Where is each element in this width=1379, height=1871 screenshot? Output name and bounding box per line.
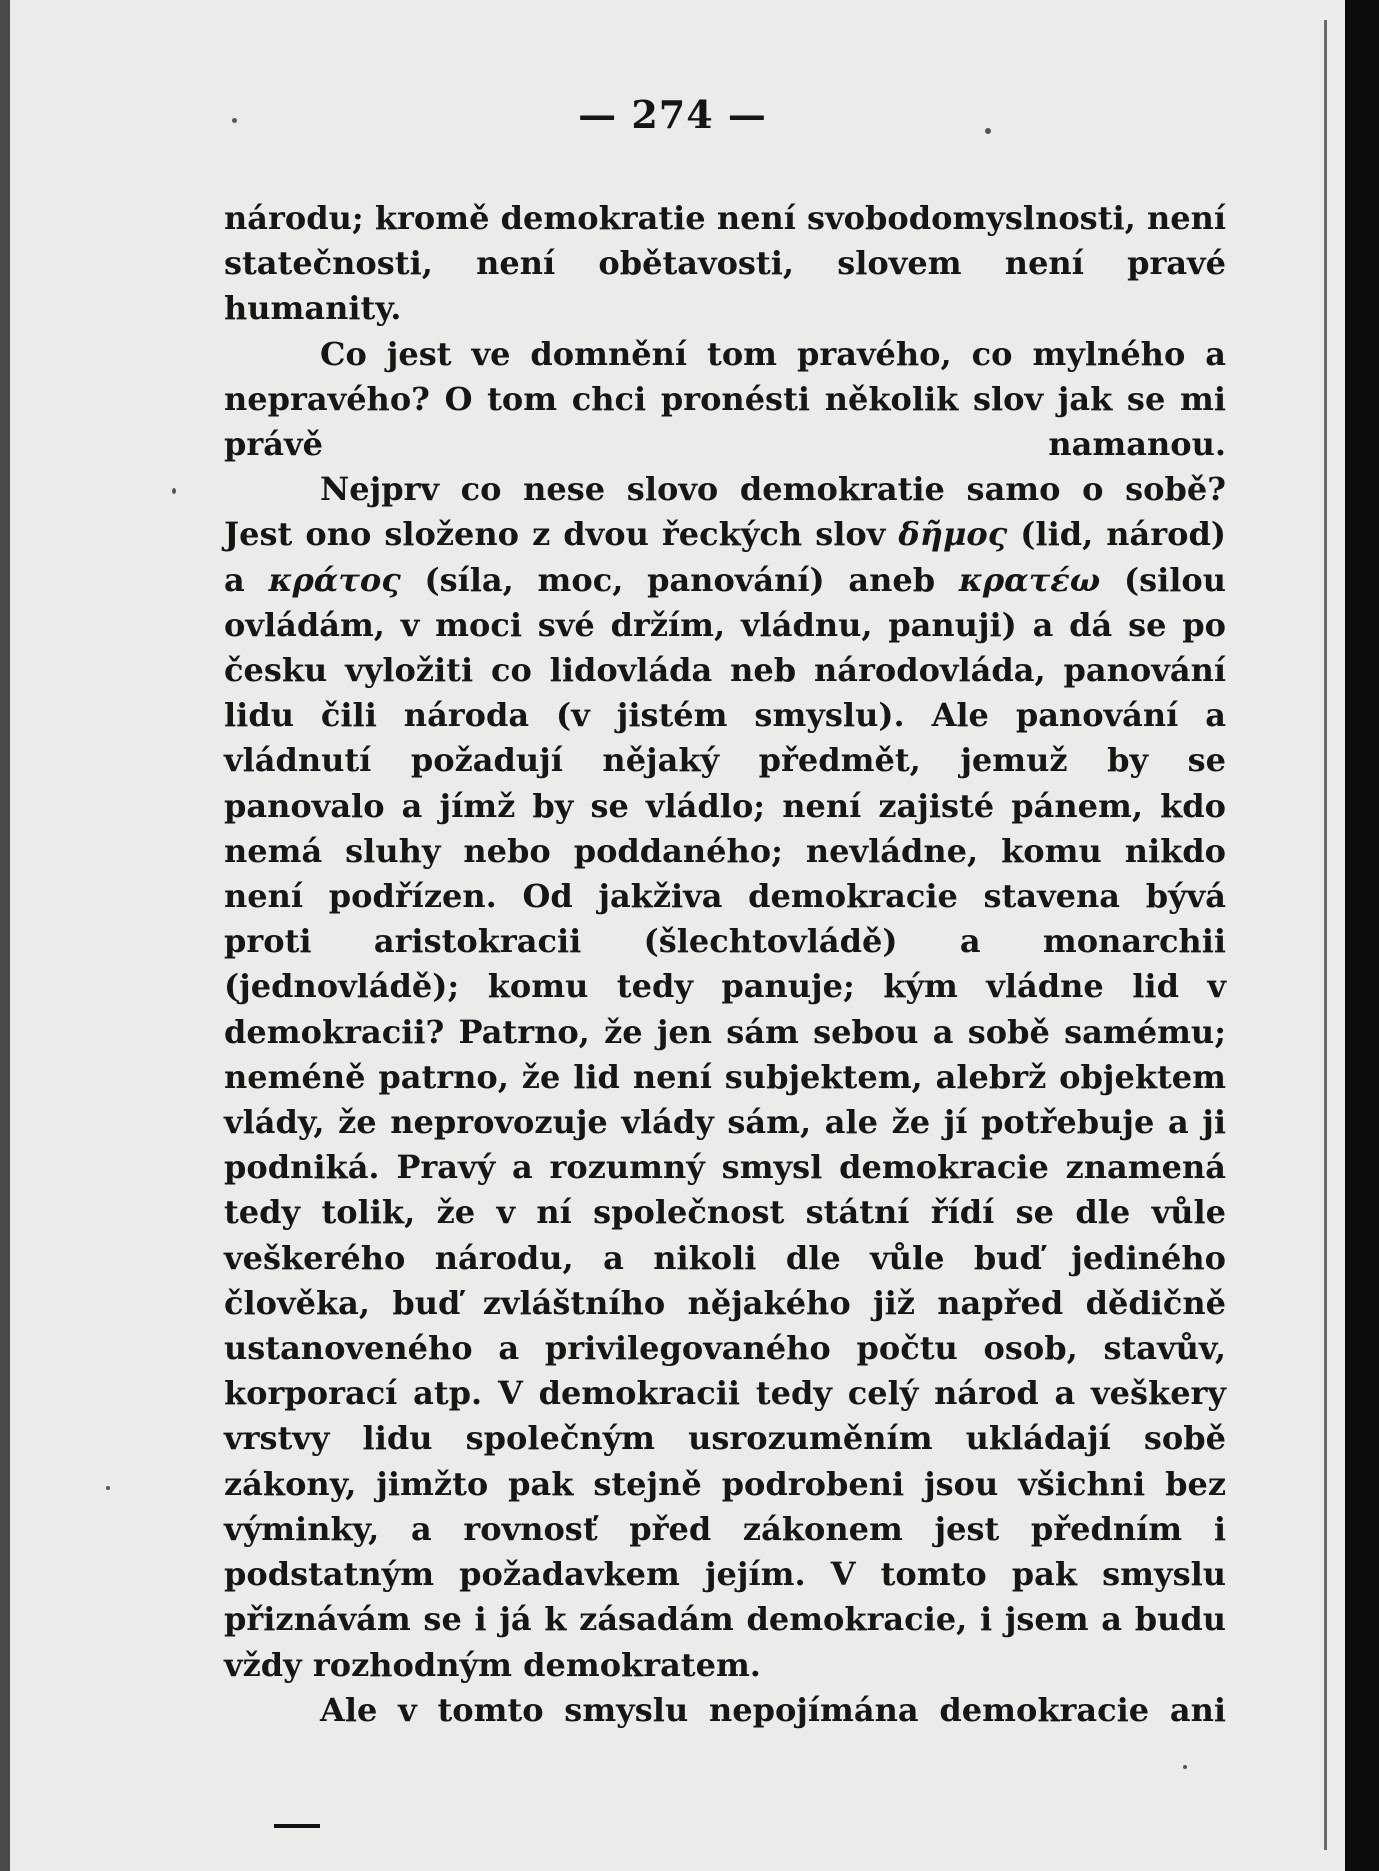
paragraph-4: Ale v tomto smyslu nepojímána demokracie ani	[320, 1690, 1226, 1729]
paragraph-3-text-c: (síla, moc, panování) aneb	[400, 560, 959, 599]
paragraph-3-text-d: (silou ovládám, v moci své držím, vládnu, panuji) a dá se po česku vyložiti co lidovláda neb národovláda, panování lidu čili národa (v jistém smyslu). Ale panování a vládnutí požadují nějaký předmět, jemuž by se panovalo a jímž by se vládlo; není zajisté pánem, kdo nemá sluhy nebo poddaného; nevládne, komu nikdo není podřízen. Od jakživa demokracie stavena bývá proti aristokracii (šlechtovládě) a monarchii (jednovládě); komu tedy panuje; kým vládne lid v demokracii? Patrno, že jen sám sebou a sobě samému; neméně patrno, že lid není subjektem, alebrž objektem vlády, že neprovozuje vlády sám, ale že jí potřebuje a ji podniká. Pravý a rozumný smysl demokracie znamená tedy tolik, že v ní společnost státní řídí se dle vůle veškerého národu, a nikoli dle vůle buď jediného člověka, buď zvláštního nějakého již napřed dědičně ustanoveného a privilegovaného počtu osob, stavův, korporací atp. V demokracii tedy celý národ a veškery vrstvy lidu společným usrozuměním ukládají sobě zákony, jimžto pak stejně podrobeni jsou všichni bez výminky, a rovnosť před zákonem jest předním i podstatným požadavkem jejím. V tomto pak smyslu přiznávám se i já k zásadám demokracie, i jsem a budu vždy rozhodným demokratem.	[224, 560, 1227, 1684]
page-gutter-line	[1324, 20, 1327, 1850]
paragraph-3-text-b: (lid, národ) a	[224, 515, 1227, 599]
scan-right-edge	[1345, 0, 1379, 1871]
body-text	[224, 196, 1226, 1733]
scan-speck	[985, 128, 991, 134]
greek-word-krateo: κρατέω	[958, 560, 1101, 599]
paragraph-3-text-a: Nejprv co nese slovo demokratie samo o sobě? Jest ono složeno z dvou řeckých slov	[224, 470, 1226, 554]
page-number: — 274 —	[578, 92, 767, 137]
paragraph-2: Co jest ve domnění tom pravého, co mylného a nepravého? O tom chci pronésti několik slov jak se mi právě namanou.	[224, 334, 1226, 464]
greek-word-demos: δῆμος	[898, 515, 1008, 554]
scan-speck	[172, 488, 176, 494]
paragraph-3	[224, 467, 1226, 1687]
print-mark	[274, 1824, 320, 1828]
scan-left-edge	[0, 0, 10, 1871]
paragraph-1: národu; kromě demokratie není svobodomyslnosti, není statečnosti, není obětavosti, slovem není pravé humanity.	[224, 199, 1226, 328]
greek-word-kratos: κράτος	[268, 560, 401, 599]
scan-speck	[232, 118, 237, 123]
scan-speck	[1183, 1765, 1187, 1769]
scan-speck	[106, 1486, 110, 1490]
